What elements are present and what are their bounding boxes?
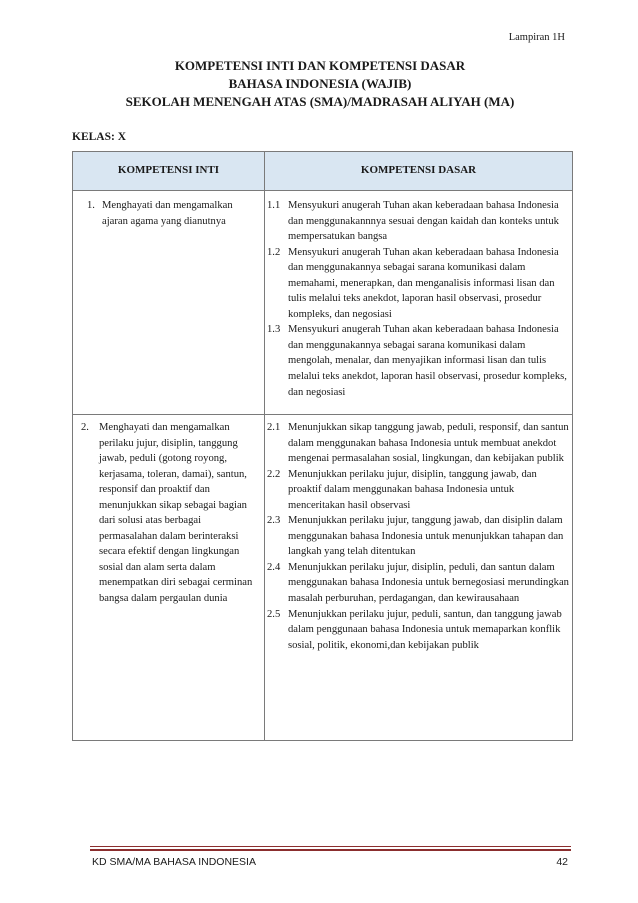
basic-competency-item [265,513,572,560]
item-number: 2.1 [267,422,281,433]
table-row [73,415,573,741]
basic-competency-item [265,198,572,245]
footer-document-name: KD SMA/MA BAHASA INDONESIA [92,856,256,868]
core-competency-item [73,420,264,607]
item-number: 2. [81,422,89,433]
document-title-line-3: SEKOLAH MENENGAH ATAS (SMA)/MADRASAH ALIYAH (MA) [125,94,515,109]
item-number: 1. [87,200,95,211]
item-text: Mensyukuri anugerah Tuhan akan keberadaan bahasa Indonesia dan menggunakannnya sesuai dengan kaidah dan konteks untuk mempersatukan bangsa [288,200,559,243]
item-text: Mensyukuri anugerah Tuhan akan keberadaan bahasa Indonesia dan menggunakannya sebagai sarana komunikasi dalam mengolah, menalar, dan menyajikan informasi lisan dan tulis melalui teks anekdot, laporan hasil observasi, prosedur kompleks, dan negosiasi [288,324,567,398]
item-text: Menunjukkan perilaku jujur, peduli, santun, dan tanggung jawab dalam penggunaan bahasa Indonesia untuk memaparkan konflik sosial, politik, ekonomi,dan kebijakan publik [288,608,562,651]
item-text: Menghayati dan mengamalkan perilaku jujur, disiplin, tanggung jawab, peduli (gotong royong, kerjasama, toleran, damai), santun, responsif dan proaktif dan menunjukkan sikap sebagai bagian dari solusi atas berbagai permasalahan dalam berinteraksi secara efektif dengan lingkungan sosial dan alam serta dalam menempatkan diri sebagai cerminan bangsa dalam pergaulan dunia [99,422,253,605]
basic-competency-item [265,560,572,607]
document-title-line-2: BAHASA INDONESIA (WAJIB) [228,76,412,91]
item-number: 2.5 [267,608,281,620]
item-number: 2.3 [267,515,281,527]
footer-rule [90,846,571,847]
item-number: 2.2 [267,468,281,480]
basic-competency-cell [265,191,573,415]
header-core-competency: KOMPETENSI INTI [73,152,265,191]
footer-rule [90,849,571,851]
item-number: 2.4 [267,561,281,573]
header-basic-competency: KOMPETENSI DASAR [265,152,573,191]
item-number: 1.1 [267,200,281,211]
core-competency-cell [73,191,265,415]
item-text: Menghayati dan mengamalkan ajaran agama yang dianutnya [102,200,233,227]
competency-table [72,151,573,741]
core-competency-cell [73,415,265,741]
core-competency-item [73,198,264,229]
page-number: 42 [556,856,568,868]
item-text: Menunjukkan sikap tanggung jawab, peduli, responsif, dan santun dalam menggunakan bahasa Indonesia untuk membuat anekdot mengenai permasalahan sosial, lingkungan, dan kebijakan publik [288,422,569,465]
basic-competency-item [265,420,572,467]
item-text: Menunjukkan perilaku jujur, disiplin, peduli, dan santun dalam menggunakan bahasa Indonesia untuk bernegosiasi merundingkan masalah perburuhan, perdagangan, dan kewirausahaan [288,561,569,605]
basic-competency-item [265,245,572,323]
item-text: Mensyukuri anugerah Tuhan akan keberadaan bahasa Indonesia dan menggunakannya sebagai sarana komunikasi dalam memahami, menerapkan, dan menganalisis informasi lisan dan tulis melalui teks anekdot, laporan hasil observasi, prosedur kompleks, dan negosiasi [288,246,559,320]
item-text: Menunjukkan perilaku jujur, disiplin, tanggung jawab, dan proaktif dalam menggunakan bahasa Indonesia untuk menceritakan hasil observasi [288,468,537,511]
basic-competency-item [265,467,572,514]
class-label: KELAS: X [72,131,126,143]
item-number: 1.3 [267,324,281,336]
document-title-line-1: KOMPETENSI INTI DAN KOMPETENSI DASAR [174,58,466,73]
item-text: Menunjukkan perilaku jujur, tanggung jawab, dan disiplin dalam menggunakan bahasa Indonesia untuk menunjukkan tahapan dan langkah yang telah ditentukan [288,515,564,558]
basic-competency-item [265,322,572,400]
table-header-row [73,152,573,191]
basic-competency-cell [265,415,573,741]
basic-competency-item [265,607,572,654]
appendix-label: Lampiran 1H [508,32,565,43]
item-number: 1.2 [267,246,281,258]
table-row [73,191,573,415]
